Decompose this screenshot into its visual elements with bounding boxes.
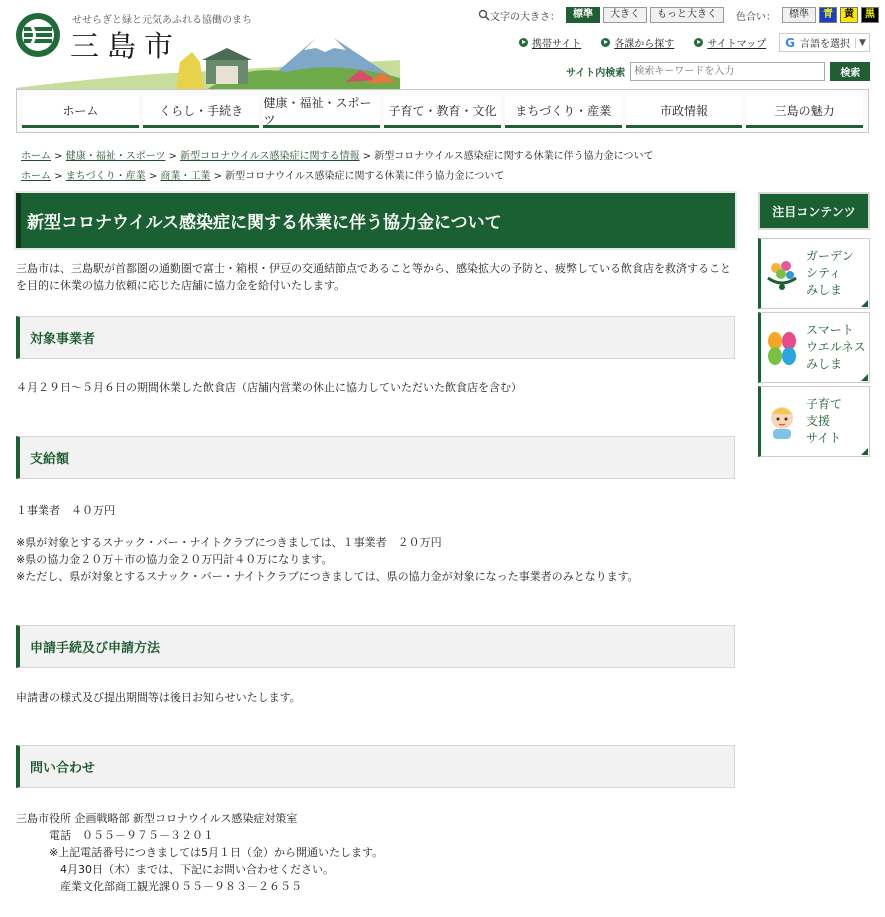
contact-line: ※上記電話番号につきましては5月１日（金）から開通いたします。 [16,846,384,859]
search-label: サイト内検索 [566,68,626,79]
breadcrumb-link-home[interactable]: ホーム [21,171,51,182]
color-yellow-button[interactable]: 黄 [840,7,858,23]
departments-link-text: 各課から探す [614,39,675,50]
breadcrumb: ホーム > まちづくり・産業 > 商業・工業 > 新型コロナウイルス感染症に関する休業に伴う協力金について [21,171,505,182]
language-select[interactable] [779,33,870,52]
site-search [566,62,870,81]
nav-home[interactable]: ホーム [22,96,139,128]
utility-links [519,35,786,50]
color-label-text: 色合い [736,11,766,23]
breadcrumb-link-industry[interactable]: まちづくり・産業 [65,171,146,182]
section-heading: 申請手続及び申請方法 [16,625,735,668]
breadcrumb-link-health[interactable]: 健康・福祉・スポーツ [65,151,166,162]
google-icon: G [785,35,795,50]
color-label: 色合い： [736,11,776,23]
arrow-circle-icon [519,38,528,47]
nav-city-info[interactable]: 市政情報 [626,96,743,128]
mobile-site-link-text: 携帯サイト [532,39,582,50]
departments-link[interactable] [601,35,674,50]
search-button[interactable]: 検索 [830,62,870,81]
intro-text: 三島市は、三島駅が首都圏の通勤圏で富士・箱根・伊豆の交通結節点であること等から、感染拡大の予防と、疲弊している飲食店を救済することを目的に休業の協力依頼に応じた店舗に協力金を給付いたします。 [16,262,731,292]
arrow-circle-icon [694,38,703,47]
contact-line: 4月30日（木）までは、下記にお問い合わせください。 [16,863,334,876]
childcare-support-label: 子育て 支援 サイト [806,397,843,445]
wellness-leaf-icon [764,328,800,368]
breadcrumb-link-covid[interactable]: 新型コロナウイルス感染症に関する情報 [180,151,360,162]
section-text: １事業者 ４０万円 [16,504,115,517]
breadcrumb-link-home[interactable]: ホーム [21,151,51,162]
smart-wellness-label: スマート ウエルネス みしま [806,323,866,371]
breadcrumb-current: 新型コロナウイルス感染症に関する休業に伴う協力金について [374,151,654,162]
garden-city-banner[interactable] [758,238,870,309]
font-size-larger-button[interactable]: もっと大きく [650,7,724,23]
color-blue-button[interactable]: 青 [819,7,837,23]
site-logo-text[interactable]: 三島市 [70,29,182,63]
global-nav [16,89,869,133]
contact-line: 産業文化部商工観光課０５５－９８３－２６５５ [16,880,302,893]
breadcrumb-link-commerce[interactable]: 商業・工業 [160,171,211,182]
chevron-down-icon: ▼ [855,38,869,48]
mobile-site-link[interactable] [519,35,581,50]
mount-fuji-landscape-illustration [16,30,400,90]
color-black-button[interactable]: 黒 [861,7,879,23]
flower-wheelbarrow-icon [764,254,800,294]
contact-line: 電話 ０５５－９７５－３２０１ [16,829,214,842]
section-text: ※県が対象とするスナック・バー・ナイトクラブにつきましては、１事業者 ２０万円 [16,536,442,549]
search-input[interactable] [630,62,825,81]
site-tagline: せせらぎと緑と元気あふれる協働のまち [72,15,252,26]
smart-wellness-banner[interactable] [758,312,870,383]
section-heading: 問い合わせ [16,745,735,788]
section-heading: 対象事業者 [16,316,735,359]
language-select-label: 言語を選択 [800,39,850,50]
breadcrumb-current: 新型コロナウイルス感染症に関する休業に伴う協力金について [225,171,505,182]
section-text: ※ただし、県が対象とするスナック・バー・ナイトクラブにつきましては、県の協力金が対象になった事業者のみとなります。 [16,570,639,583]
arrow-circle-icon [601,38,610,47]
featured-content-title: 注目コンテンツ [758,192,870,230]
breadcrumb: ホーム > 健康・福祉・スポーツ > 新型コロナウイルス感染症に関する情報 > 新型コロナウイルス感染症に関する休業に伴う協力金について [21,151,654,162]
nav-attractions[interactable]: 三島の魅力 [746,96,863,128]
baby-icon [764,402,800,442]
garden-city-label: ガーデン シティ みしま [806,249,854,297]
nav-living[interactable]: くらし・手続き [143,96,260,128]
section-text: ※県の協力金２０万＋市の協力金２０万円計４０万になります。 [16,553,333,566]
font-size-label: 文字の大きさ ： [478,8,560,23]
magnifier-icon [478,9,490,21]
page-title: 新型コロナウイルス感染症に関する休業に伴う協力金について [16,193,735,248]
font-size-label-text: 文字の大きさ [490,11,550,23]
site-header [0,0,885,90]
sitemap-link[interactable] [694,35,766,50]
font-size-large-button[interactable]: 大きく [603,7,647,23]
nav-childcare[interactable]: 子育て・教育・文化 [384,96,501,128]
font-size-controls [478,7,882,23]
contact-line: 三島市役所 企画戦略部 新型コロナウイルス感染症対策室 [16,812,298,825]
sitemap-link-text: サイトマップ [707,39,767,50]
section-text: 申請書の様式及び提出期間等は後日お知らせいたします。 [16,691,301,704]
section-heading: 支給額 [16,436,735,479]
section-text: ４月２９日～５月６日の期間休業した飲食店（店舗内営業の休止に協力していただいた飲食店を含む） [16,381,522,394]
nav-health[interactable]: 健康・福祉・スポーツ [263,96,380,128]
font-size-standard-button[interactable]: 標準 [566,7,600,23]
nav-industry[interactable]: まちづくり・産業 [505,96,622,128]
color-standard-button[interactable]: 標準 [782,7,816,23]
childcare-support-banner[interactable] [758,386,870,457]
